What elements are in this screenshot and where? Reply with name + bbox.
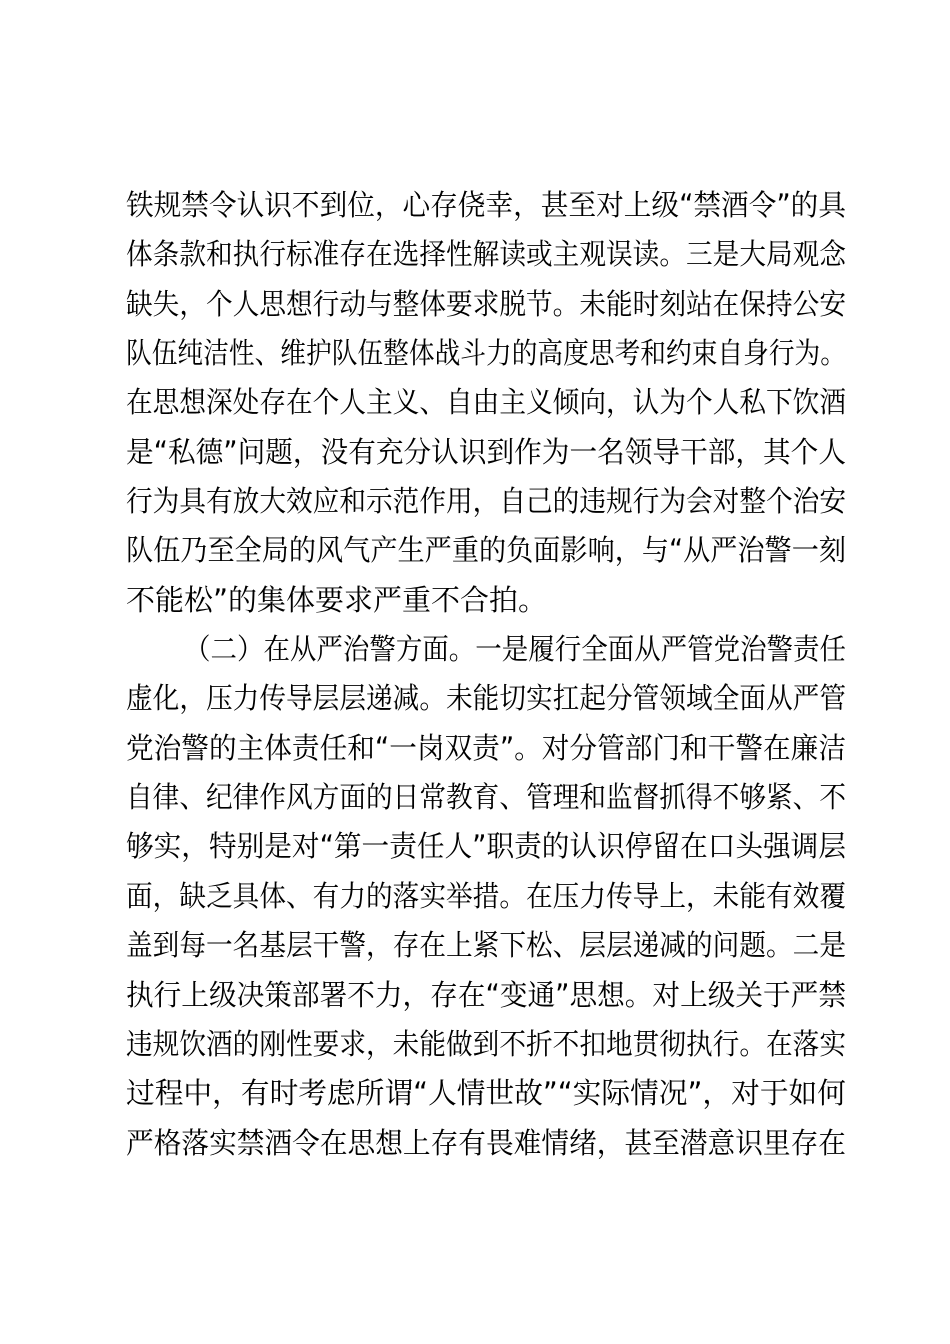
text-line: 面，缺乏具体、有力的落实举措。在压力传导上，未能有效覆 (126, 878, 846, 913)
text-line: 缺失，个人思想行动与整体要求脱节。未能时刻站在保持公安 (126, 286, 846, 321)
text-line: 不能松”的集体要求严重不合拍。 (126, 582, 548, 617)
section-heading-line: （二）在从严治警方面。一是履行全面从严管党治警责任 (184, 632, 846, 667)
text-line: 行为具有放大效应和示范作用，自己的违规行为会对整个治安 (126, 484, 846, 519)
body-text (126, 181, 846, 1168)
text-line: 执行上级决策部署不力，存在“变通”思想。对上级关于严禁 (126, 977, 846, 1012)
text-line: 党治警的主体责任和“一岗双责”。对分管部门和干警在廉洁 (126, 730, 846, 765)
text-line: 队伍乃至全局的风气产生严重的负面影响，与“从严治警一刻 (126, 533, 846, 568)
text-line: 队伍纯洁性、维护队伍整体战斗力的高度思考和约束自身行为。 (126, 336, 846, 371)
text-line: 盖到每一名基层干警，存在上紧下松、层层递减的问题。二是 (126, 928, 846, 963)
text-line: 自律、纪律作风方面的日常教育、管理和监督抓得不够紧、不 (126, 780, 846, 815)
text-line: 铁规禁令认识不到位，心存侥幸，甚至对上级“禁酒令”的具 (126, 188, 846, 222)
text-line: 违规饮酒的刚性要求，未能做到不折不扣地贯彻执行。在落实 (126, 1026, 846, 1061)
text-line: 严格落实禁酒令在思想上存有畏难情绪，甚至潜意识里存在 (126, 1125, 846, 1160)
text-line: 是“私德”问题，没有充分认识到作为一名领导干部，其个人 (126, 434, 846, 469)
text-line: 够实，特别是对“第一责任人”职责的认识停留在口头强调层 (126, 829, 846, 864)
text-line: 在思想深处存在个人主义、自由主义倾向，认为个人私下饮酒 (126, 385, 846, 420)
text-line: 体条款和执行标准存在选择性解读或主观误读。三是大局观念 (126, 237, 846, 272)
text-line: 过程中，有时考虑所谓“人情世故”“实际情况”，对于如何 (126, 1076, 846, 1111)
text-line: 虚化，压力传导层层递减。未能切实扛起分管领域全面从严管 (126, 681, 846, 716)
